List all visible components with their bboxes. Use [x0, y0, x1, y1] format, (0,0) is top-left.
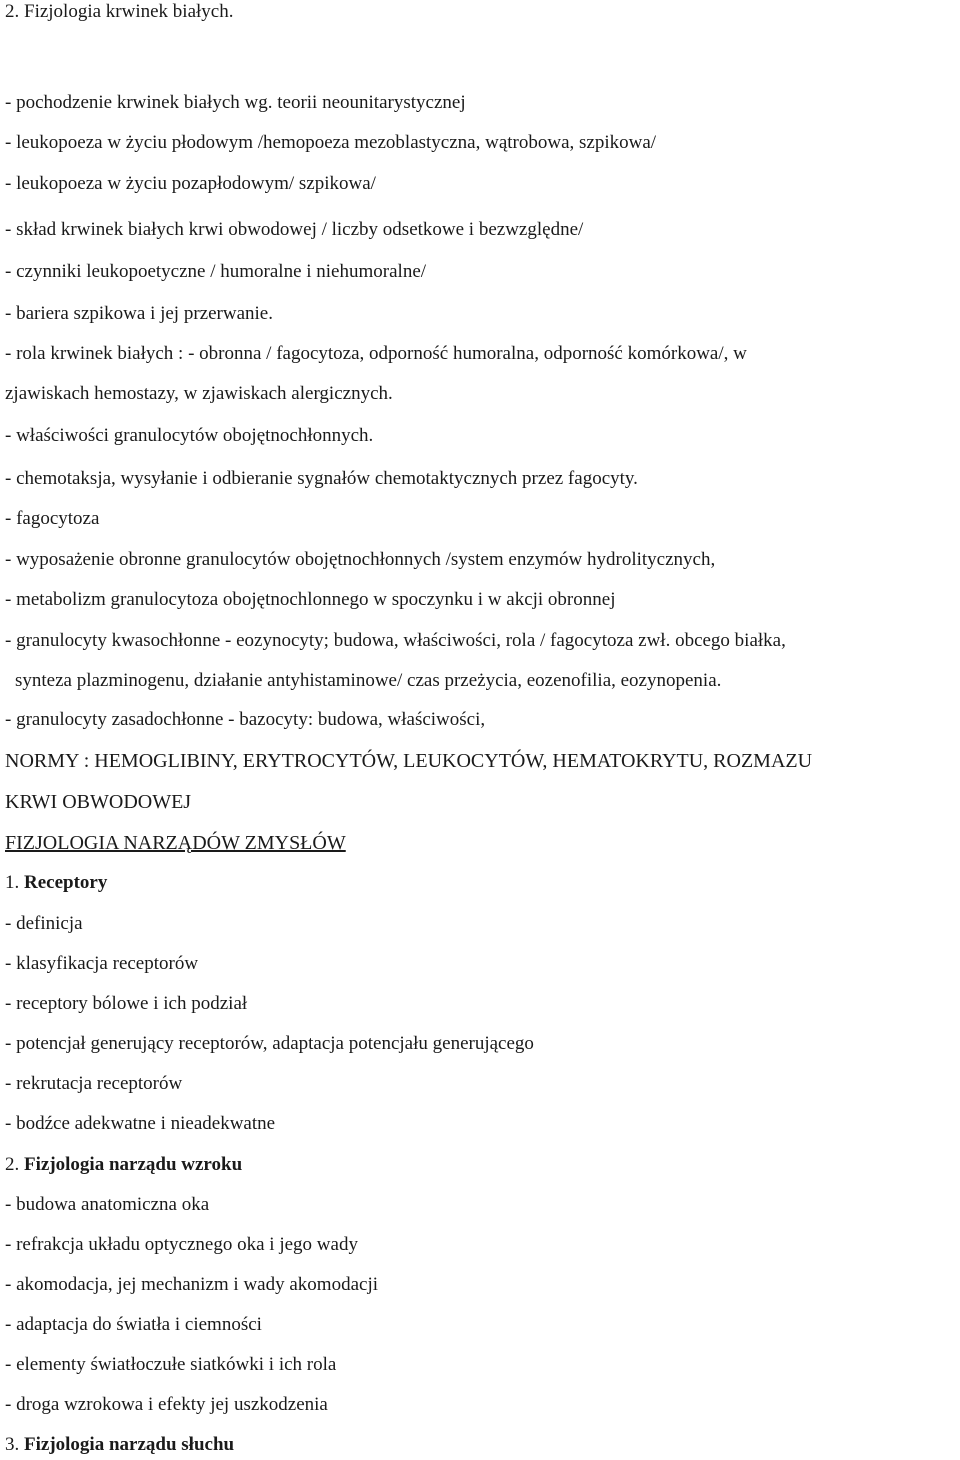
list-item: - granulocyty kwasochłonne - eozynocyty; budowa, właściwości, rola / fagocytoza zwł. obcego białka,: [5, 630, 786, 651]
list-item: - czynniki leukopoetyczne / humoralne i niehumoralne/: [5, 261, 427, 282]
list-item: - droga wzrokowa i efekty jej uszkodzenia: [5, 1394, 328, 1415]
list-item: - granulocyty zasadochłonne - bazocyty: budowa, właściwości,: [5, 709, 486, 730]
list-item: - potencjał generujący receptorów, adaptacja potencjału generującego: [5, 1033, 534, 1054]
vision-number: 2.: [5, 1154, 24, 1175]
list-item: - rola krwinek białych : - obronna / fagocytoza, odporność humoralna, odporność komórkowa/, w: [5, 343, 747, 364]
hearing-title: Fizjologia narządu słuchu: [24, 1434, 235, 1455]
list-item: - klasyfikacja receptorów: [5, 953, 199, 974]
hearing-heading: [5, 1433, 234, 1457]
receptors-number: 1.: [5, 872, 24, 893]
list-item: - chemotaksja, wysyłanie i odbieranie sygnałów chemotaktycznych przez fagocyty.: [5, 468, 638, 489]
list-item: - wyposażenie obronne granulocytów obojętnochłonnych /system enzymów hydrolitycznych,: [5, 549, 716, 570]
list-item: - skład krwinek białych krwi obwodowej / liczby odsetkowe i bezwzględne/: [5, 219, 584, 240]
list-item: - rekrutacja receptorów: [5, 1073, 183, 1094]
list-item: - elementy światłoczułe siatkówki i ich rola: [5, 1354, 337, 1375]
list-item: - leukopoeza w życiu pozapłodowym/ szpikowa/: [5, 173, 376, 194]
norms-line-continuation: KRWI OBWODOWEJ: [5, 791, 192, 813]
list-item: - adaptacja do światła i ciemności: [5, 1314, 262, 1335]
receptors-heading: [5, 871, 107, 895]
list-item: - refrakcja układu optycznego oka i jego wady: [5, 1234, 358, 1255]
section-title: 2. Fizjologia krwinek białych.: [5, 1, 234, 22]
list-item: - leukopoeza w życiu płodowym /hemopoeza mezoblastyczna, wątrobowa, szpikowa/: [5, 132, 657, 153]
vision-title: Fizjologia narządu wzroku: [24, 1154, 243, 1175]
vision-heading: [5, 1153, 242, 1177]
list-item: - metabolizm granulocytoza obojętnochlonnego w spoczynku i w akcji obronnej: [5, 589, 616, 610]
receptors-title: Receptory: [24, 872, 108, 893]
list-item: - definicja: [5, 913, 83, 934]
list-item-continuation: synteza plazminogenu, działanie antyhistaminowe/ czas przeżycia, eozenofilia, eozynopenia.: [15, 670, 722, 691]
list-item: - pochodzenie krwinek białych wg. teorii neounitarystycznej: [5, 92, 466, 113]
list-item: - akomodacja, jej mechanizm i wady akomodacji: [5, 1274, 378, 1295]
list-item: - bariera szpikowa i jej przerwanie.: [5, 303, 273, 324]
list-item: - właściwości granulocytów obojętnochłonnych.: [5, 425, 374, 446]
list-item: - receptory bólowe i ich podział: [5, 993, 248, 1014]
norms-line: NORMY : HEMOGLIBINY, ERYTROCYTÓW, LEUKOCYTÓW, HEMATOKRYTU, ROZMAZU: [5, 750, 813, 772]
list-item: - fagocytoza: [5, 508, 100, 529]
senses-heading: FIZJOLOGIA NARZĄDÓW ZMYSŁÓW: [5, 832, 346, 854]
list-item: - bodźce adekwatne i nieadekwatne: [5, 1113, 276, 1134]
hearing-number: 3.: [5, 1434, 24, 1455]
list-item-continuation: zjawiskach hemostazy, w zjawiskach alergicznych.: [5, 383, 393, 404]
list-item: - budowa anatomiczna oka: [5, 1194, 210, 1215]
